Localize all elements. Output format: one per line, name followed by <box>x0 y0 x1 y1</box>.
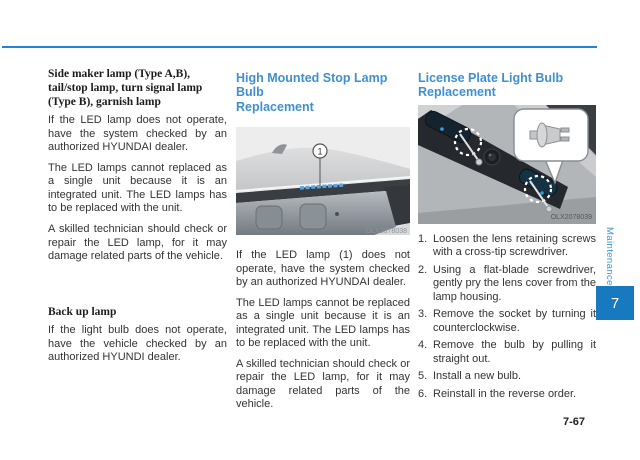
socket-prong <box>561 137 569 141</box>
step-item <box>418 388 596 402</box>
chapter-tab-label: Maintenance <box>604 227 615 286</box>
figure-watermark: OLX2078039 <box>550 213 592 221</box>
step-number: 5. <box>418 370 428 383</box>
section-heading-license-plate <box>418 71 596 100</box>
step-text: Remove the socket by turning it counterclockwise. <box>433 308 596 334</box>
step-number: 1. <box>418 232 428 245</box>
step-number: 6. <box>418 387 428 400</box>
page-number: 7-67 <box>562 416 586 428</box>
heading-line: Replacement <box>236 99 314 114</box>
screwdriver-handle <box>476 159 482 165</box>
figure-watermark: OLX2078038 <box>365 228 407 236</box>
lamp-screw-dot <box>540 191 544 195</box>
column-left <box>48 68 227 372</box>
step-item <box>418 370 596 384</box>
paragraph: The LED lamps cannot replaced as a single unit because it is an integrated unit. The LED lamps has to be replaced with the unit. <box>48 161 227 215</box>
socket-flange <box>537 123 547 147</box>
screwdriver-handle <box>546 206 552 212</box>
headrest <box>300 204 326 229</box>
heading-line: Side maker lamp (Type A,B), <box>48 68 191 80</box>
paragraph: The LED lamps cannot be replaced as a single unit because it is an integrated unit. The LED lamps has to be replaced with the unit. <box>236 296 410 350</box>
heading-line: License Plate Light Bulb <box>418 71 564 85</box>
paragraph: A skilled technician should check or repair the LED lamp, for it may damage related parts of the vehicle. <box>48 223 227 263</box>
step-item <box>418 308 596 335</box>
wiper-pivot <box>335 212 339 216</box>
figure-license-plate-light <box>418 105 596 224</box>
paragraph: If the light bulb does not operate, have the vehicle checked by an authorized HYUNDI dealer. <box>48 324 227 364</box>
chapter-number-tab: 7 <box>596 286 634 320</box>
heading-line: (Type B), garnish lamp <box>48 95 161 108</box>
step-item <box>418 339 596 366</box>
step-text: Install a new bulb. <box>433 370 522 383</box>
headrest <box>256 206 282 229</box>
section-heading-side-marker <box>48 68 227 109</box>
lamp-screw-dot <box>440 127 444 131</box>
step-number: 3. <box>418 308 428 321</box>
step-text: Using a flat-blade screwdriver, gently pry the lens cover from the lamp housing. <box>433 263 596 303</box>
step-number: 4. <box>418 339 428 352</box>
step-text: Remove the bulb by pulling it straight out. <box>433 339 596 365</box>
bubble-seam-mask <box>545 155 563 160</box>
callout-number: 1 <box>317 146 323 157</box>
step-item <box>418 264 596 305</box>
section-heading-backup-lamp: Back up lamp <box>48 305 117 318</box>
step-text: Reinstall in the reverse order. <box>433 387 577 400</box>
step-number: 2. <box>418 263 428 276</box>
camera-glint <box>489 153 492 156</box>
section-heading-stop-lamp <box>236 71 410 114</box>
paragraph: If the LED lamp (1) does not operate, have the system checked by an authorized HYUNDAI dealer. <box>236 249 410 289</box>
step-item <box>418 233 596 260</box>
socket-prong <box>561 128 569 132</box>
header-rule <box>2 46 597 48</box>
step-text: Loosen the lens retaining screws with a cross-tip screwdriver. <box>433 232 596 259</box>
figure-high-mounted-stop-lamp <box>236 127 410 235</box>
column-middle <box>236 68 410 419</box>
paragraph: If the LED lamp does not operate, have the system checked by an authorized HYUNDAI dealer. <box>48 114 227 154</box>
heading-line: High Mounted Stop Lamp Bulb <box>236 71 388 100</box>
column-right <box>418 68 596 405</box>
instruction-steps <box>418 233 596 402</box>
paragraph: A skilled technician should check or repair the LED lamp, for it may damage related parts of the vehicle. <box>236 357 410 411</box>
heading-line: Replacement <box>418 85 496 100</box>
heading-line: tail/stop lamp, turn signal lamp <box>48 81 203 94</box>
